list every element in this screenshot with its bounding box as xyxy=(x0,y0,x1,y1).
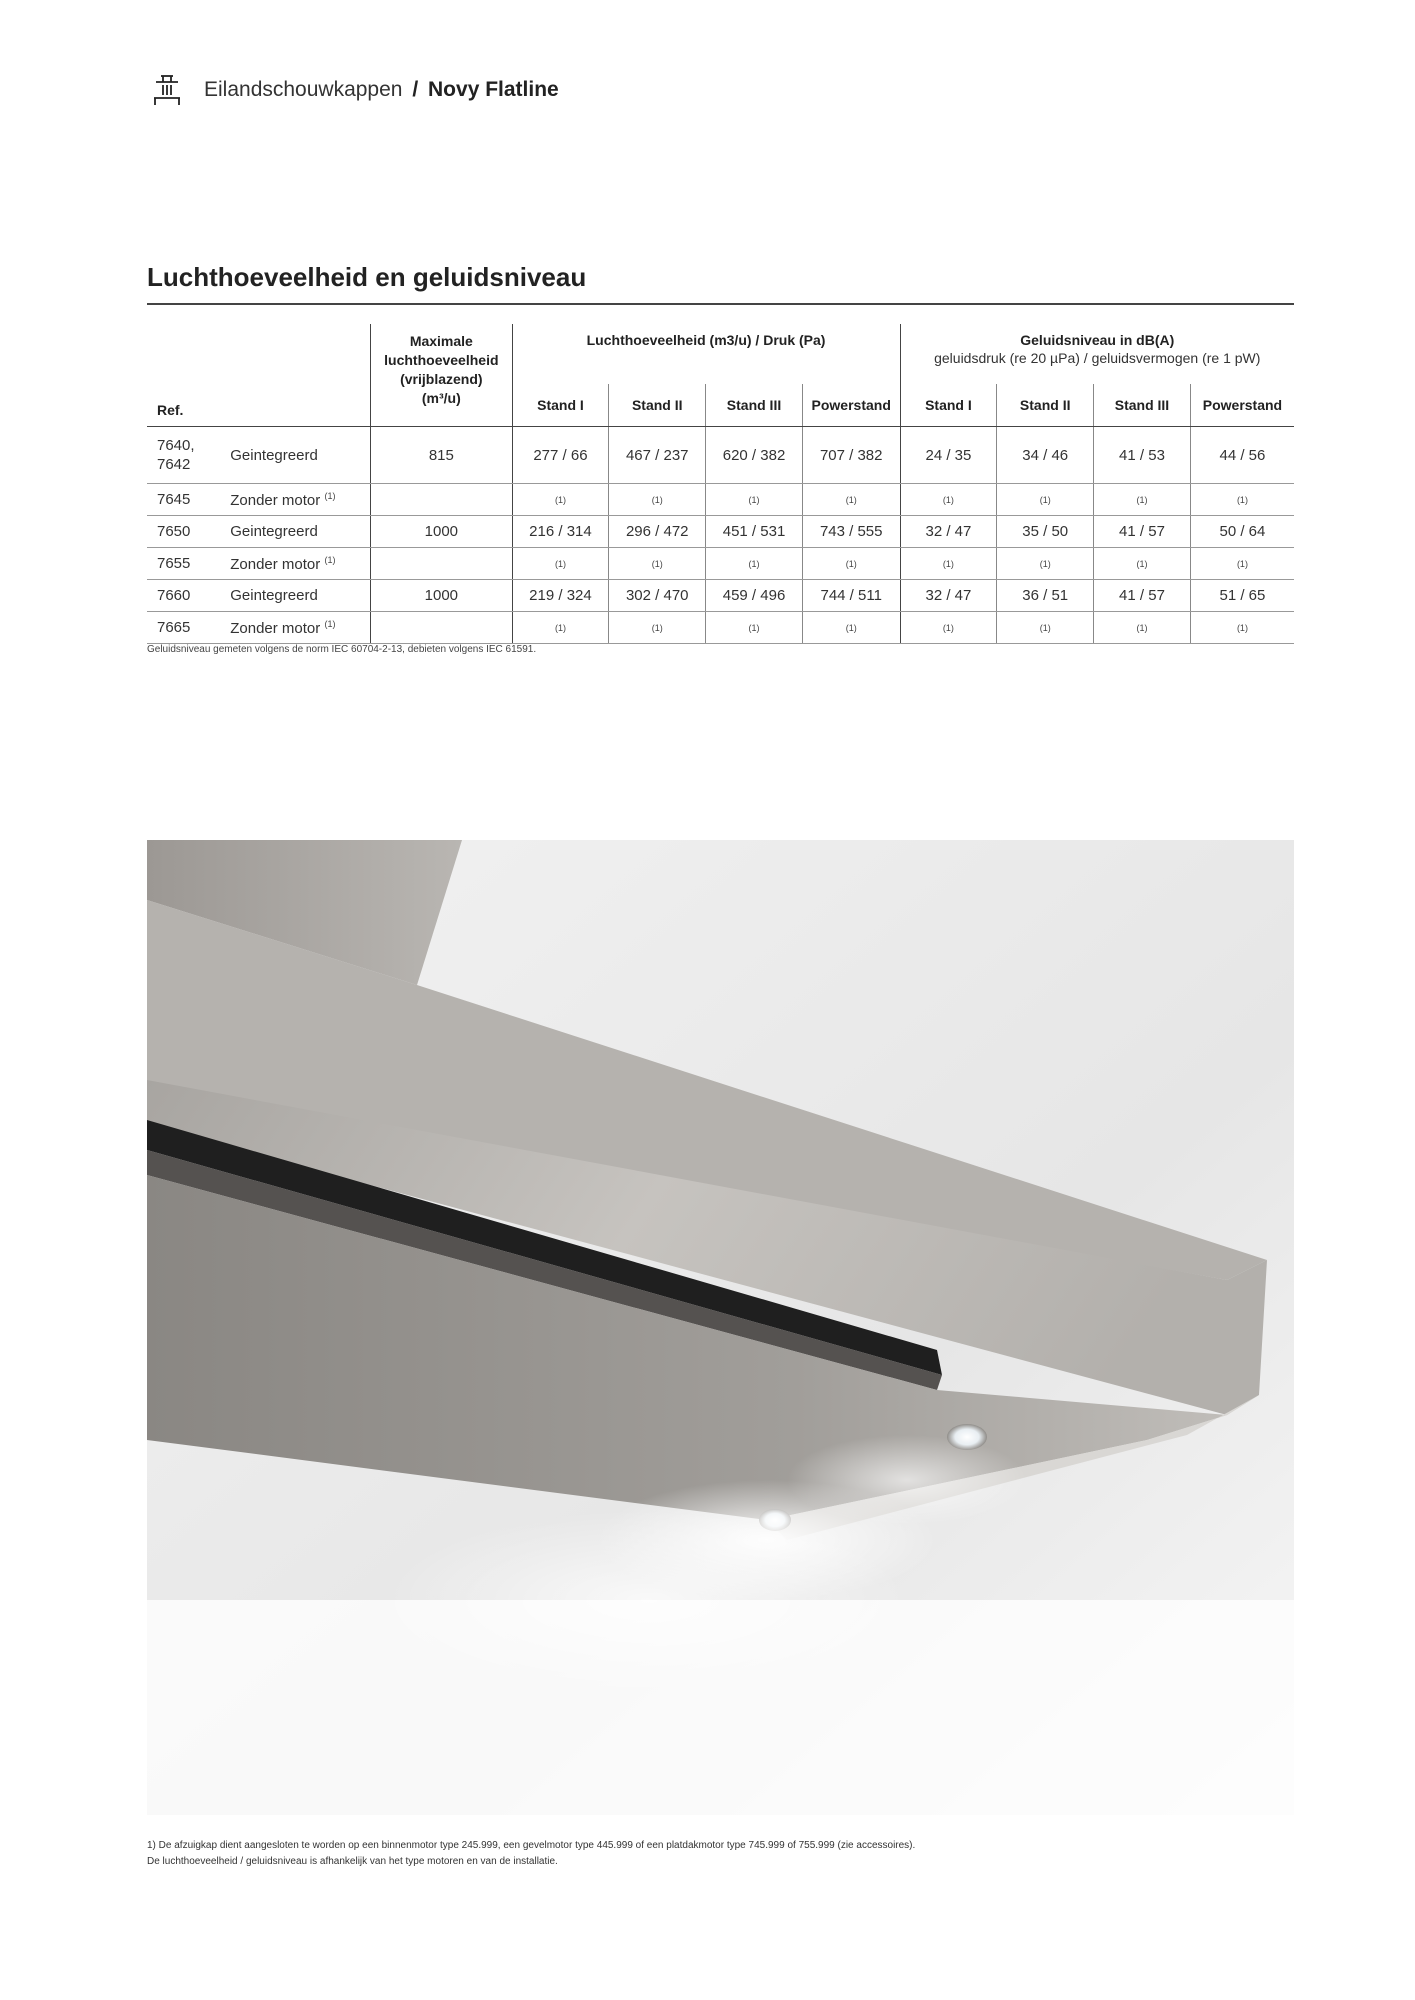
sound-stage-header: Stand II xyxy=(997,384,1094,427)
sound-value: 34 / 46 xyxy=(1022,446,1069,464)
airflow-value: 451 / 531 xyxy=(722,523,786,540)
ref-cell xyxy=(147,548,230,580)
sound-value-cell xyxy=(997,612,1094,644)
airflow-sound-table xyxy=(147,324,1294,644)
sound-value: 32 / 47 xyxy=(925,587,972,604)
footnote-marker: (1) xyxy=(324,618,336,629)
sound-value: (1) xyxy=(1236,495,1248,506)
airflow-value-cell xyxy=(706,484,803,516)
ref-line: 7665 xyxy=(157,619,191,636)
ref-line: 7660 xyxy=(157,587,191,604)
table-row xyxy=(147,612,1294,644)
ref-cell xyxy=(147,484,230,516)
max-airflow-cell xyxy=(371,612,512,644)
type-label: Geintegreerd xyxy=(230,446,318,464)
sound-value: (1) xyxy=(942,495,954,506)
section-title: Luchthoeveelheid en geluidsniveau xyxy=(147,262,1294,305)
airflow-value: (1) xyxy=(554,623,566,634)
ref-cell xyxy=(147,612,230,644)
airflow-value-cell xyxy=(802,516,900,548)
airflow-value-cell xyxy=(706,612,803,644)
sound-value-cell xyxy=(997,516,1094,548)
sound-value: (1) xyxy=(1039,559,1051,570)
airflow-stage-header: Stand I xyxy=(512,384,609,427)
sound-value-cell xyxy=(1190,548,1294,580)
sound-value: 32 / 47 xyxy=(925,523,972,540)
ref-cell xyxy=(147,516,230,548)
sound-value-cell xyxy=(1094,580,1191,612)
sound-value: 35 / 50 xyxy=(1022,523,1069,540)
type-label: Zonder motor xyxy=(230,491,321,509)
sound-value: (1) xyxy=(1136,623,1148,634)
sound-value-cell xyxy=(997,484,1094,516)
airflow-value: (1) xyxy=(748,559,760,570)
airflow-value-cell xyxy=(706,516,803,548)
airflow-value: (1) xyxy=(651,495,663,506)
airflow-stage-header: Stand III xyxy=(706,384,803,427)
type-cell xyxy=(230,427,370,484)
type-label: Zonder motor xyxy=(230,555,321,573)
airflow-value-cell xyxy=(609,427,706,484)
airflow-value: (1) xyxy=(651,623,663,634)
airflow-value-cell xyxy=(609,516,706,548)
airflow-value-cell xyxy=(706,580,803,612)
sound-value-cell xyxy=(1094,484,1191,516)
sound-group-subheader: geluidsdruk (re 20 µPa) / geluidsvermogen (re 1 pW) xyxy=(934,350,1261,366)
airflow-value-cell xyxy=(802,612,900,644)
sound-value: (1) xyxy=(942,559,954,570)
footnote-marker: (1) xyxy=(324,490,336,501)
airflow-value: 219 / 324 xyxy=(529,587,592,604)
sound-value: (1) xyxy=(1039,495,1051,506)
measurement-note: Geluidsniveau gemeten volgens de norm IEC 60704-2-13, debieten volgens IEC 61591. xyxy=(147,644,537,655)
ref-header: Ref. xyxy=(147,324,371,427)
max-airflow-header: Maximale luchthoeveelheid (vrijblazend) (m³/u) xyxy=(371,324,512,427)
sound-value: (1) xyxy=(1039,623,1051,634)
airflow-value-cell xyxy=(512,548,609,580)
ref-line: 7650 xyxy=(157,523,191,540)
sound-group-header: Geluidsniveau in dB(A) geluidsdruk (re 20 µPa) / geluidsvermogen (re 1 pW) xyxy=(900,324,1294,384)
ref-cell xyxy=(147,580,230,612)
airflow-value: (1) xyxy=(845,623,857,634)
table-row xyxy=(147,548,1294,580)
airflow-value-cell xyxy=(706,548,803,580)
airflow-group-header: Luchthoeveelheid (m3/u) / Druk (Pa) xyxy=(512,324,900,384)
ref-line: 7640, xyxy=(157,437,195,454)
airflow-value-cell xyxy=(609,484,706,516)
airflow-value-cell xyxy=(609,580,706,612)
sound-stage-header: Powerstand xyxy=(1190,384,1294,427)
footnote-line: 1) De afzuigkap dient aangesloten te worden op een binnenmotor type 245.999, een gevelmotor type 445.999 of een platdakmotor type 745.999 of 755.999 (zie accessoires). xyxy=(147,1840,916,1851)
sound-value-cell xyxy=(997,548,1094,580)
type-label: Geintegreerd xyxy=(230,523,318,540)
sound-value: 44 / 56 xyxy=(1219,446,1266,464)
cooker-hood-image xyxy=(147,840,1294,1815)
product-photo xyxy=(147,840,1294,1815)
sound-value: 50 / 64 xyxy=(1219,523,1266,540)
sound-value-cell xyxy=(1190,516,1294,548)
footnotes xyxy=(147,1838,915,1870)
airflow-value: (1) xyxy=(845,495,857,506)
type-cell xyxy=(230,516,370,548)
airflow-value-cell xyxy=(512,612,609,644)
sound-value-cell xyxy=(900,612,997,644)
airflow-value: (1) xyxy=(554,495,566,506)
airflow-value-cell xyxy=(802,484,900,516)
breadcrumb-category: Eilandschouwkappen xyxy=(204,78,403,101)
ref-line: 7645 xyxy=(157,491,191,508)
sound-value: (1) xyxy=(1136,495,1148,506)
type-cell xyxy=(230,580,370,612)
sound-value-cell xyxy=(1094,612,1191,644)
sound-value-cell xyxy=(900,548,997,580)
sound-value: 51 / 65 xyxy=(1219,587,1266,604)
sound-value-cell xyxy=(997,580,1094,612)
ref-line: 7655 xyxy=(157,555,191,572)
airflow-value: (1) xyxy=(748,623,760,634)
sound-value-cell xyxy=(997,427,1094,484)
airflow-value: 459 / 496 xyxy=(722,587,786,604)
airflow-value-cell xyxy=(802,427,900,484)
table-row xyxy=(147,516,1294,548)
sound-value: (1) xyxy=(1136,559,1148,570)
breadcrumb-separator: / xyxy=(412,78,419,101)
airflow-value: 277 / 66 xyxy=(533,446,588,464)
island-hood-icon xyxy=(150,73,184,107)
type-cell xyxy=(230,548,370,580)
ref-line: 7642 xyxy=(157,456,191,473)
airflow-value: 216 / 314 xyxy=(529,523,592,540)
sound-value-cell xyxy=(1190,612,1294,644)
sound-value-cell xyxy=(900,484,997,516)
sound-value-cell xyxy=(1190,484,1294,516)
sound-value-cell xyxy=(900,427,997,484)
airflow-value: (1) xyxy=(651,559,663,570)
sound-value-cell xyxy=(1190,427,1294,484)
table-row xyxy=(147,427,1294,484)
max-airflow-cell xyxy=(371,484,512,516)
type-label: Geintegreerd xyxy=(230,587,318,604)
airflow-value: 467 / 237 xyxy=(625,446,689,464)
breadcrumb xyxy=(204,78,559,102)
airflow-value-cell xyxy=(512,516,609,548)
airflow-value-cell xyxy=(512,427,609,484)
type-cell xyxy=(230,484,370,516)
sound-value: 41 / 57 xyxy=(1119,523,1165,540)
sound-value-cell xyxy=(900,516,997,548)
airflow-value: 302 / 470 xyxy=(625,587,689,604)
table-row xyxy=(147,580,1294,612)
sound-value-cell xyxy=(1190,580,1294,612)
table-row xyxy=(147,484,1294,516)
airflow-value: (1) xyxy=(845,559,857,570)
sound-value: 24 / 35 xyxy=(925,446,972,464)
airflow-value: 296 / 472 xyxy=(625,523,689,540)
sound-value: 41 / 57 xyxy=(1119,587,1165,604)
airflow-value: 743 / 555 xyxy=(819,523,883,540)
sound-value-cell xyxy=(1094,427,1191,484)
airflow-value-cell xyxy=(706,427,803,484)
airflow-value-cell xyxy=(512,580,609,612)
footnote-line: De luchthoeveelheid / geluidsniveau is afhankelijk van het type motoren en van de installatie. xyxy=(147,1856,558,1867)
airflow-value: (1) xyxy=(554,559,566,570)
max-airflow-cell: 1000 xyxy=(371,516,512,548)
sound-value: (1) xyxy=(1236,559,1248,570)
airflow-value-cell xyxy=(802,580,900,612)
airflow-value: 707 / 382 xyxy=(819,446,883,464)
airflow-value-cell xyxy=(802,548,900,580)
breadcrumb-product: Novy Flatline xyxy=(428,78,559,101)
sound-stage-header: Stand III xyxy=(1094,384,1191,427)
max-airflow-cell xyxy=(371,548,512,580)
ref-cell xyxy=(147,427,230,484)
sound-value: 41 / 53 xyxy=(1119,446,1165,464)
airflow-value: (1) xyxy=(748,495,760,506)
sound-value-cell xyxy=(1094,548,1191,580)
sound-value: (1) xyxy=(1236,623,1248,634)
type-cell xyxy=(230,612,370,644)
type-label: Zonder motor xyxy=(230,619,321,637)
airflow-stage-header: Powerstand xyxy=(802,384,900,427)
footnote-marker: (1) xyxy=(324,554,336,565)
sound-stage-header: Stand I xyxy=(900,384,997,427)
airflow-value-cell xyxy=(609,548,706,580)
page-header xyxy=(150,72,559,108)
max-airflow-cell: 1000 xyxy=(371,580,512,612)
sound-value-cell xyxy=(1094,516,1191,548)
sound-value: 36 / 51 xyxy=(1022,587,1069,604)
airflow-value-cell xyxy=(609,612,706,644)
airflow-value: 620 / 382 xyxy=(722,446,786,464)
airflow-stage-header: Stand II xyxy=(609,384,706,427)
table-body xyxy=(147,427,1294,644)
sound-value-cell xyxy=(900,580,997,612)
airflow-value: 744 / 511 xyxy=(820,587,882,604)
max-airflow-cell: 815 xyxy=(371,427,512,484)
airflow-value-cell xyxy=(512,484,609,516)
sound-value: (1) xyxy=(942,623,954,634)
